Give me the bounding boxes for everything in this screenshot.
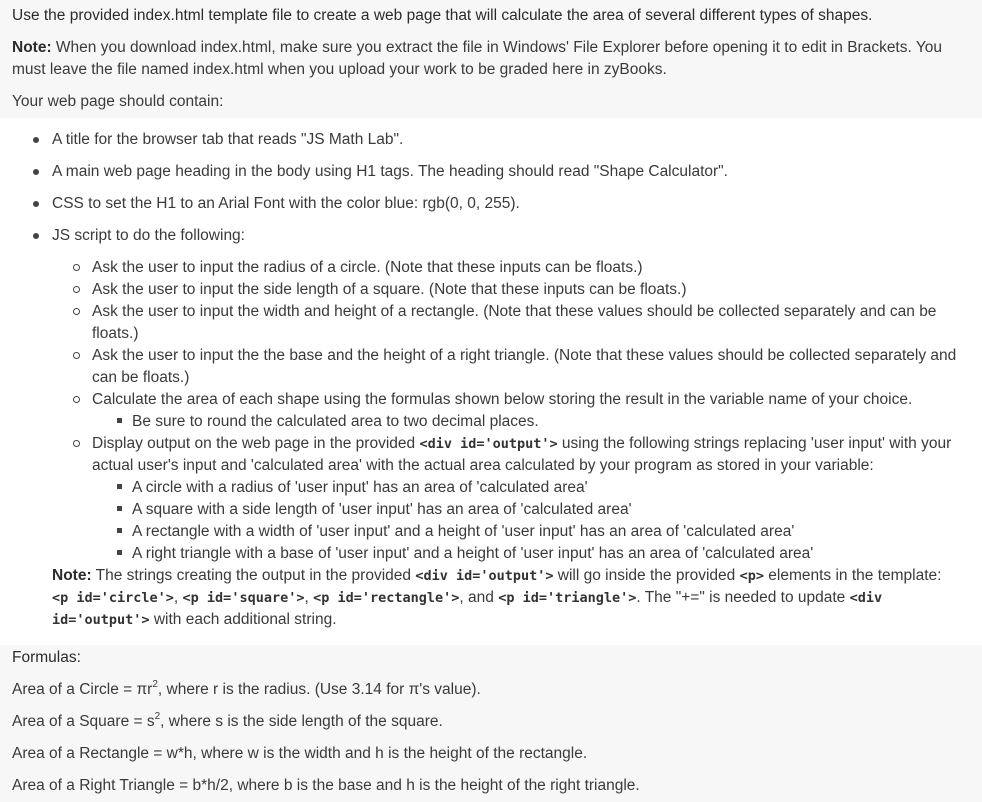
code-p-triangle: <p id='triangle'> xyxy=(498,590,637,606)
sub-item-display-cont: actual user's input and 'calculated area' with the actual area calculated by your program as stored in your variable: xyxy=(92,457,874,474)
output-note-line-1 xyxy=(52,565,941,587)
note-text: , xyxy=(304,589,314,606)
note-text: When you download index.html, make sure you extract the file in Windows' File Explorer before opening it to edit in Brackets. You xyxy=(51,39,942,56)
output-string-circle: A circle with a radius of 'user input' has an area of 'calculated area' xyxy=(132,479,588,496)
bullet-disc xyxy=(33,137,39,143)
sub-item-radius: Ask the user to input the radius of a circle. (Note that these inputs can be floats.) xyxy=(92,259,643,276)
bullet-circle xyxy=(73,396,80,403)
sub-item-calculate: Calculate the area of each shape using the formulas shown below storing the result in the variable name of your choice. xyxy=(92,391,913,408)
display-text: Display output on the web page in the provided xyxy=(92,435,420,452)
formula-text: Area of a Circle = πr xyxy=(12,681,153,698)
formula-text: Area of a Square = s xyxy=(12,713,155,730)
bullet-disc xyxy=(33,169,39,175)
download-note-line-2: must leave the file named index.html when you upload your work to be graded here in zyBooks. xyxy=(12,61,667,78)
output-string-square: A square with a side length of 'user input' has an area of 'calculated area' xyxy=(132,501,632,518)
code-output-div: <div id='output'> xyxy=(419,436,558,452)
code-output-div: <div id='output'> xyxy=(415,568,554,584)
sub-item-triangle: Ask the user to input the the base and the height of a right triangle. (Note that these values should be collected separately and xyxy=(92,347,957,364)
sub-sub-item-round: Be sure to round the calculated area to two decimal places. xyxy=(132,413,539,430)
formula-triangle: Area of a Right Triangle = b*h/2, where b is the base and h is the height of the right triangle. xyxy=(12,777,640,794)
superscript: 2 xyxy=(152,678,158,690)
note-text: The strings creating the output in the provided xyxy=(91,567,416,584)
code-div-open: <div xyxy=(849,590,883,606)
code-p-rectangle: <p id='rectangle'> xyxy=(313,590,460,606)
note-text: with each additional string. xyxy=(149,611,337,628)
intro-text: Use the provided index.html template file to create a web page that will calculate the area of several different types of shapes. xyxy=(12,7,873,24)
code-p-square: <p id='square'> xyxy=(182,590,305,606)
bullet-circle xyxy=(73,264,80,271)
bullet-js: JS script to do the following: xyxy=(52,227,245,244)
bullet-circle xyxy=(73,352,80,359)
display-text: using the following strings replacing 'user input' with your xyxy=(557,435,952,452)
bullet-square xyxy=(117,506,122,511)
output-string-triangle: A right triangle with a base of 'user input' and a height of 'user input' has an area of 'calculated area' xyxy=(132,545,814,562)
sub-item-triangle-cont: can be floats.) xyxy=(92,369,190,386)
formulas-heading: Formulas: xyxy=(12,649,81,666)
code-p: <p> xyxy=(739,568,764,584)
note-text: will go inside the provided xyxy=(553,567,740,584)
bullet-heading: A main web page heading in the body using H1 tags. The heading should read "Shape Calculator". xyxy=(52,163,728,180)
note-text: . The "+=" is needed to update xyxy=(636,589,850,606)
bullet-square xyxy=(117,528,122,533)
bullet-title: A title for the browser tab that reads "JS Math Lab". xyxy=(52,131,404,148)
formula-rectangle: Area of a Rectangle = w*h, where w is the width and h is the height of the rectangle. xyxy=(12,745,588,762)
bullet-square xyxy=(117,418,122,423)
bullet-disc xyxy=(33,233,39,239)
sub-item-rectangle-cont: floats.) xyxy=(92,325,139,342)
bullet-disc xyxy=(33,201,39,207)
bullet-css: CSS to set the H1 to an Arial Font with the color blue: rgb(0, 0, 255). xyxy=(52,195,520,212)
formula-square xyxy=(12,711,443,733)
formula-circle xyxy=(12,679,481,701)
note-text: elements in the template: xyxy=(763,567,942,584)
bullet-circle xyxy=(73,440,80,447)
note-text: , xyxy=(173,589,183,606)
note-text: , and xyxy=(459,589,499,606)
output-note-line-3 xyxy=(52,609,337,631)
bullet-circle xyxy=(73,308,80,315)
output-note-line-2 xyxy=(52,587,882,609)
code-div-id: id='output'> xyxy=(52,612,150,628)
contains-heading: Your web page should contain: xyxy=(12,93,224,110)
bullet-square xyxy=(117,484,122,489)
sub-item-side: Ask the user to input the side length of a square. (Note that these inputs can be floats.) xyxy=(92,281,687,298)
note-label: Note: xyxy=(12,39,52,56)
download-note-line-1 xyxy=(12,37,942,59)
sub-item-display xyxy=(92,433,951,455)
formula-text: , where r is the radius. (Use 3.14 for π's value). xyxy=(157,681,481,698)
bullet-circle xyxy=(73,286,80,293)
bullet-square xyxy=(117,550,122,555)
code-p-circle: <p id='circle'> xyxy=(52,590,174,606)
formula-text: , where s is the side length of the square. xyxy=(160,713,443,730)
sub-item-rectangle: Ask the user to input the width and height of a rectangle. (Note that these values should be collected separately and can be xyxy=(92,303,937,320)
superscript: 2 xyxy=(154,710,161,722)
note-label: Note: xyxy=(52,567,92,584)
output-string-rectangle: A rectangle with a width of 'user input' and a height of 'user input' has an area of 'calculated area' xyxy=(132,523,795,540)
